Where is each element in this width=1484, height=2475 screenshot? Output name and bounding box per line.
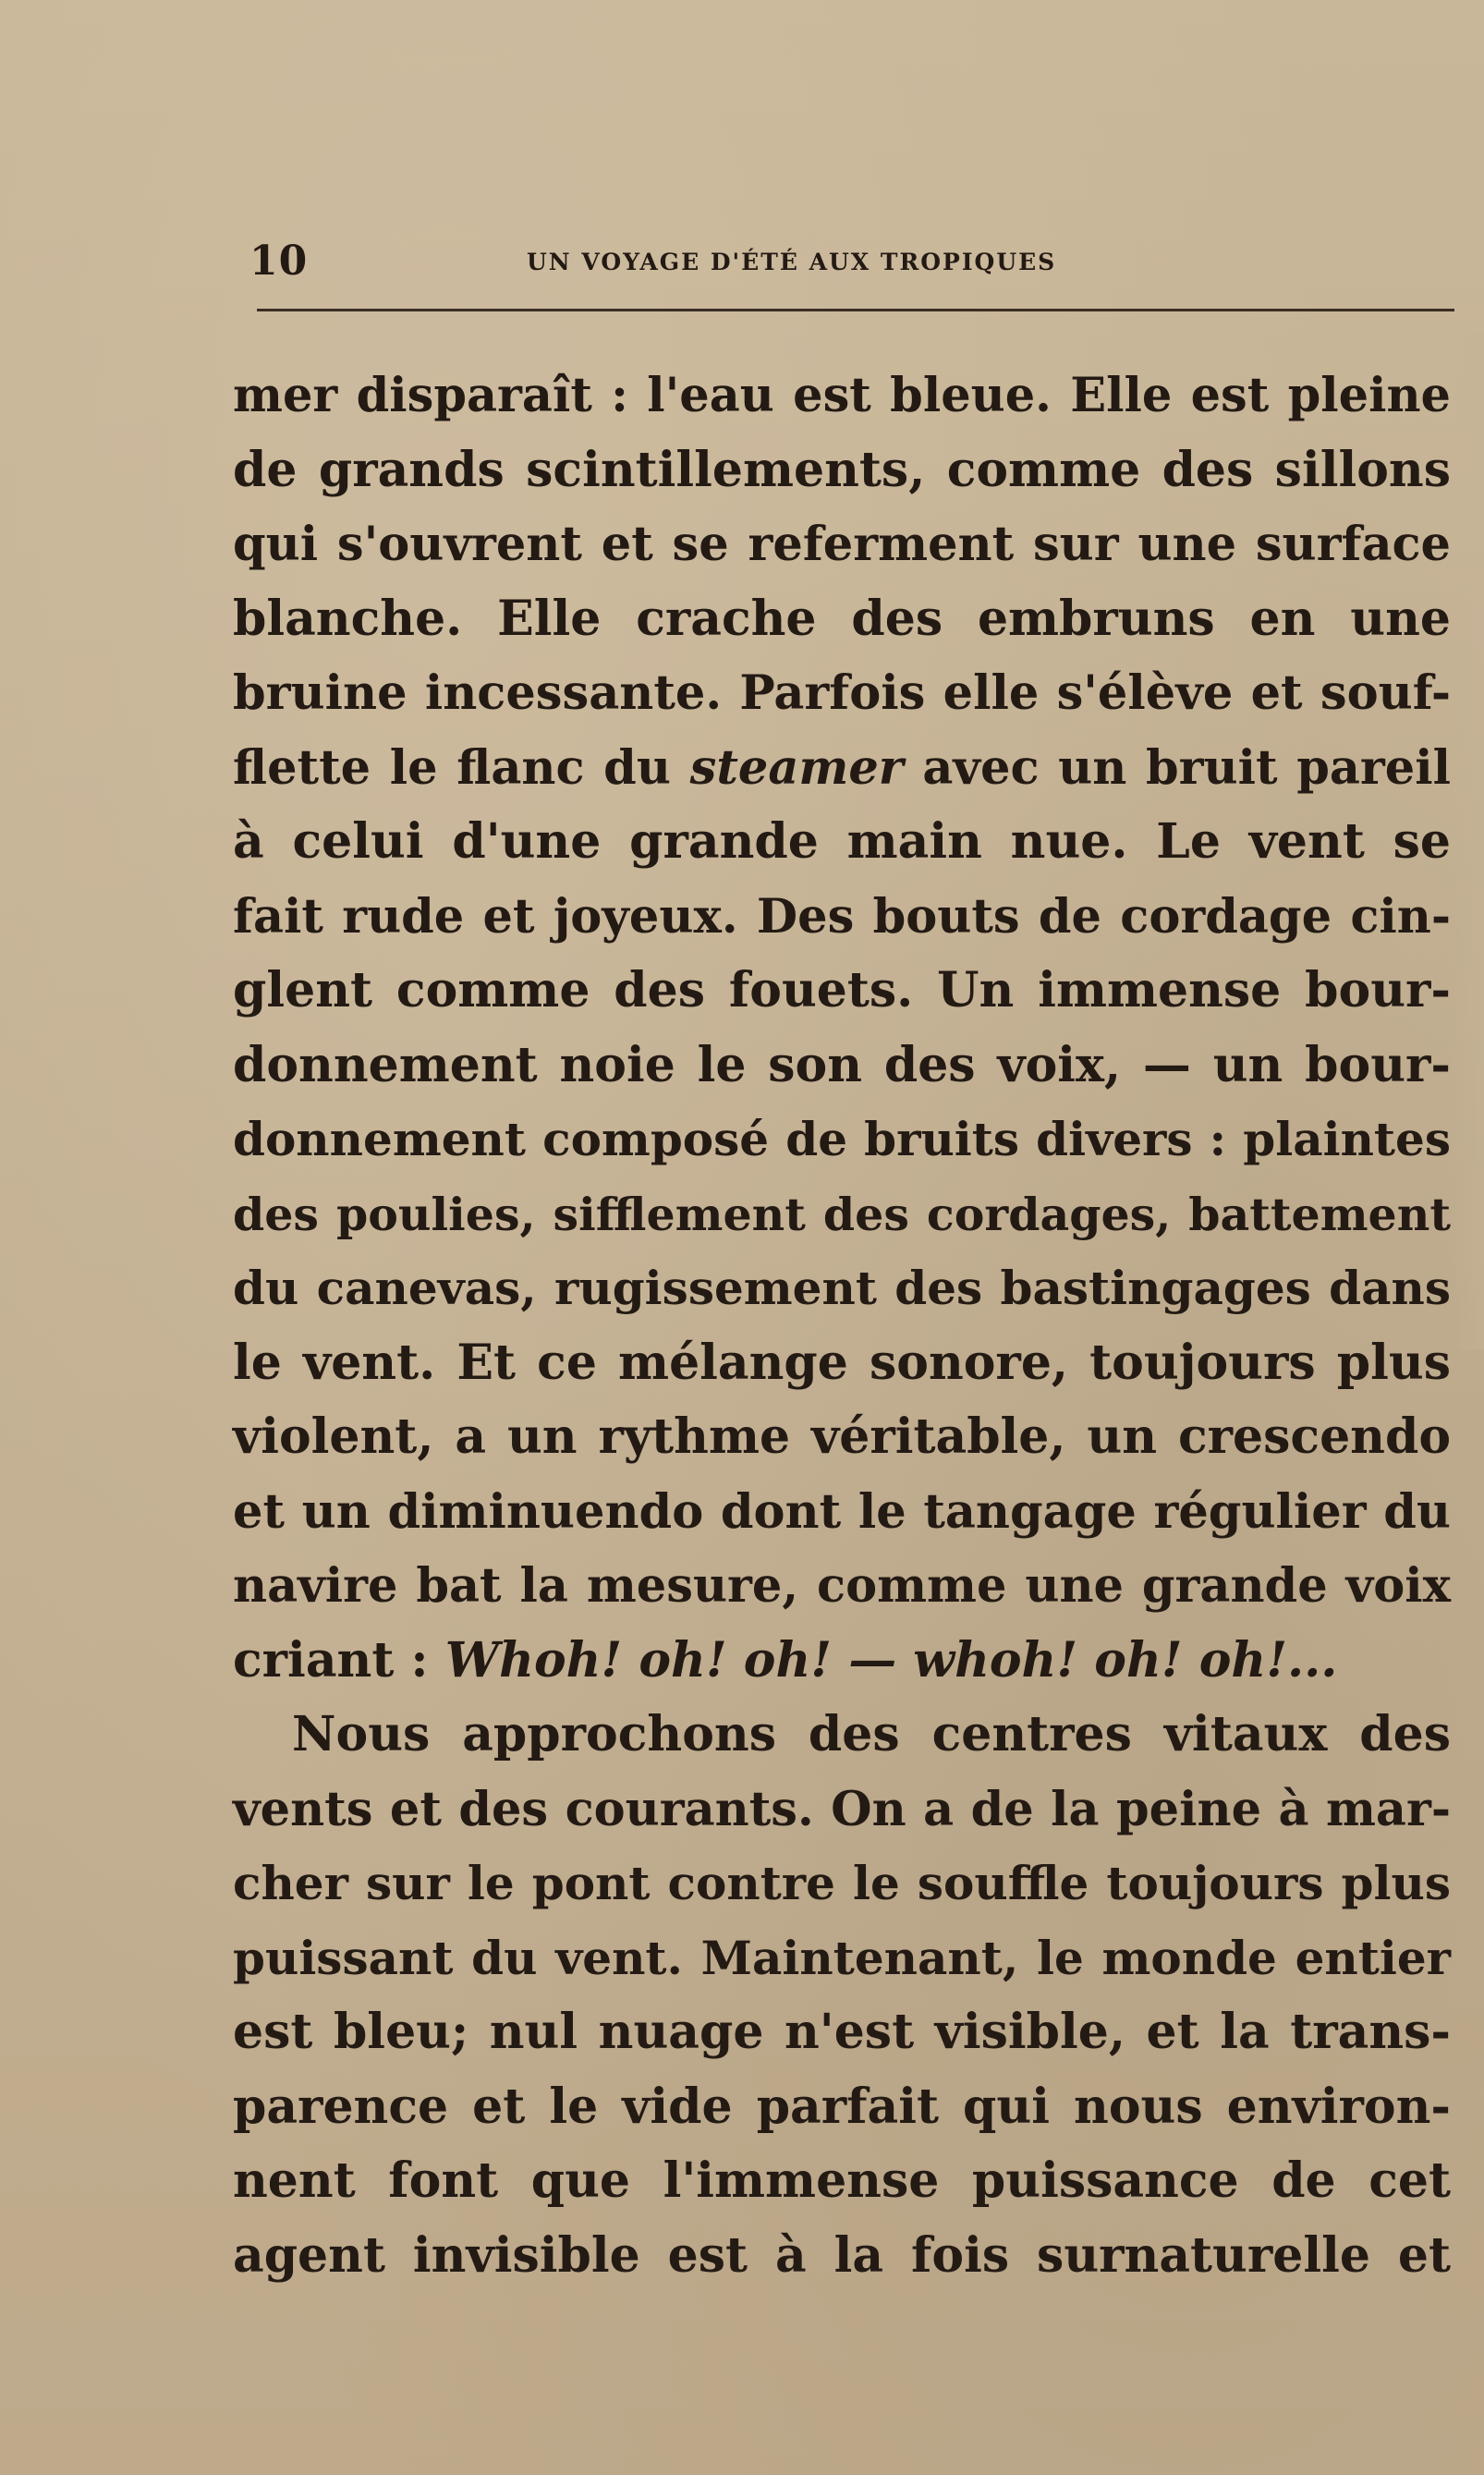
text-line: de grands scintillements, comme des sillons	[233, 441, 1451, 498]
text-segment: flette le flanc du	[233, 739, 690, 796]
text-line: bruine incessante. Parfois elle s'élève et souf-	[233, 665, 1451, 721]
text-line: des poulies, sifflement des cordages, battement	[233, 1187, 1451, 1241]
text-line: blanche. Elle crache des embruns en une	[233, 590, 1451, 647]
text-line: du canevas, rugissement des bastingages dans	[233, 1261, 1451, 1315]
text-line: est bleu; nul nuage n'est visible, et la trans-	[233, 2004, 1451, 2060]
text-line: mer disparaît : l'eau est bleue. Elle est pleine	[233, 368, 1451, 423]
header-rule	[257, 309, 1454, 311]
text-segment: criant :	[233, 1631, 445, 1689]
italic-exclamation: Whoh! oh! oh! — whoh! oh! oh!...	[444, 1631, 1338, 1689]
body-text	[233, 359, 1451, 2293]
text-line: glent comme des fouets. Un immense bour-	[233, 962, 1451, 1018]
running-title: UN VOYAGE D'ÉTÉ AUX TROPIQUES	[527, 249, 1057, 275]
text-line: parence et le vide parfait qui nous environ-	[233, 2078, 1451, 2135]
page-number: 10	[249, 238, 309, 285]
text-line: Nous approchons des centres vitaux des	[292, 1706, 1451, 1762]
text-line: donnement noie le son des voix, — un bour-	[233, 1036, 1451, 1093]
text-line: violent, a un rythme véritable, un crescendo	[233, 1408, 1451, 1465]
page-edge-fade	[1451, 333, 1484, 1349]
text-line: navire bat la mesure, comme une grande voix	[233, 1558, 1451, 1614]
text-line: fait rude et joyeux. Des bouts de cordage cin-	[233, 888, 1451, 945]
text-segment: avec un bruit pareil	[903, 739, 1451, 796]
text-line: agent invisible est à la fois surnaturelle et	[233, 2226, 1451, 2284]
text-line-with-italic	[233, 1624, 1451, 1699]
italic-word-steamer: steamer	[689, 739, 904, 796]
text-line: vents et des courants. On a de la peine à mar-	[233, 1781, 1451, 1837]
text-line: nent font que l'immense puissance de cet	[233, 2152, 1451, 2209]
paragraph-1	[233, 359, 1451, 1698]
text-line: puissant du vent. Maintenant, le monde entier	[233, 1930, 1451, 1985]
text-line: donnement composé de bruits divers : plaintes	[233, 1112, 1451, 1166]
text-line-with-italic	[233, 731, 1451, 806]
paragraph-2	[233, 1698, 1451, 2293]
text-line: à celui d'une grande main nue. Le vent se	[233, 813, 1451, 870]
text-line: cher sur le pont contre le souffle toujours plus	[233, 1856, 1451, 1910]
text-line: et un diminuendo dont le tangage régulier du	[233, 1483, 1451, 1540]
text-line: qui s'ouvrent et se referment sur une surface	[233, 517, 1451, 572]
text-line: le vent. Et ce mélange sonore, toujours plus	[233, 1334, 1451, 1391]
page-header	[249, 238, 1454, 285]
